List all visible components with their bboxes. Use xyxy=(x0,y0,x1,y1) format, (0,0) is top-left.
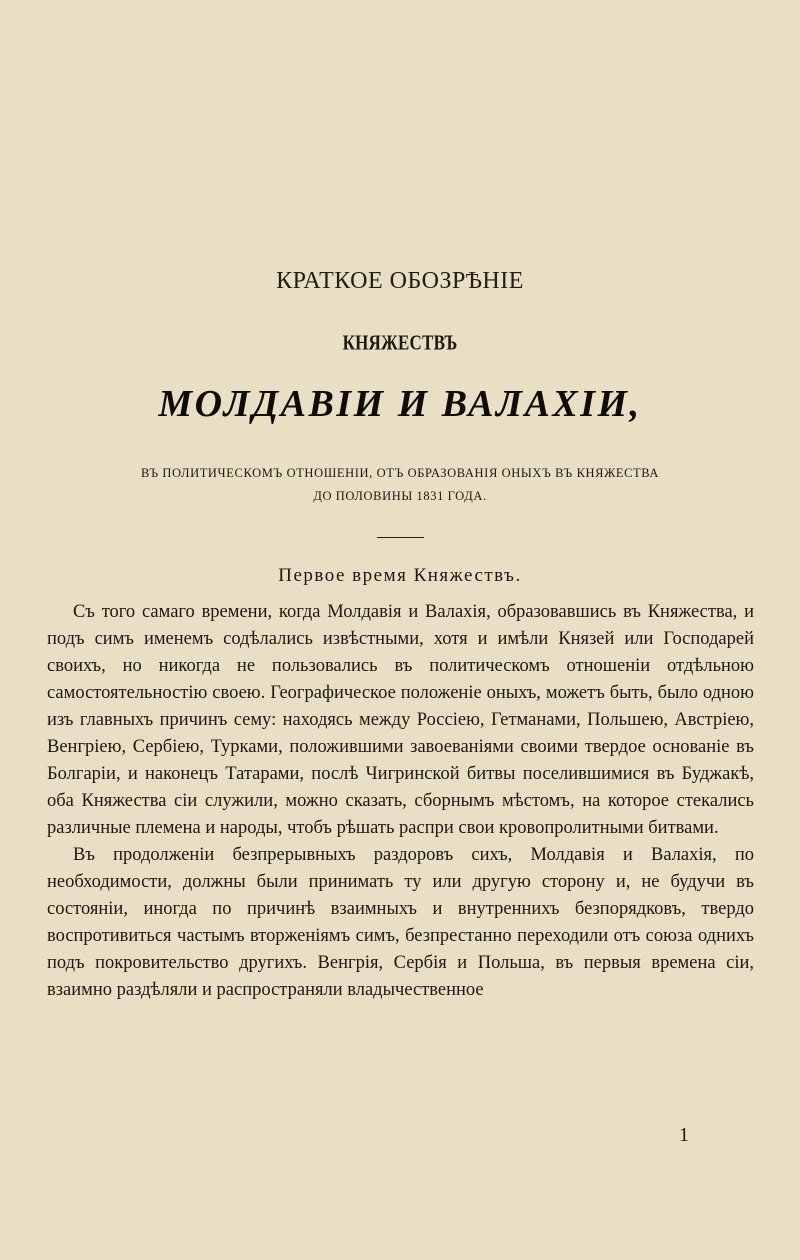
context-line-2: ДО ПОЛОВИНЫ 1831 ГОДА. xyxy=(313,489,487,503)
context-line-1: ВЪ ПОЛИТИЧЕСКОМЪ ОТНОШЕНІИ, ОТЪ ОБРАЗОВАНІЯ ОНЫХЪ ВЪ КНЯЖЕСТВА xyxy=(140,466,660,480)
paragraph-1: Съ того самаго времени, когда Молдавія и Валахія, образовавшись въ Княжества, и подъ симъ именемъ содѣлались извѣстными, хотя и имѣли Князей или Господарей своихъ, но никогда не пользовались въ политическомъ отношеніи отдѣльною самостоятельностію своею. Географическое положеніе оныхъ, можетъ быть, было одною изъ главныхъ причинъ сему: находясь между Россіею, Гетманами, Польшею, Австріею, Венгріею, Сербіею, Турками, положившими завоеваніями своими твердое основаніе въ Болгаріи, и наконецъ Татарами, послѣ Чигринской битвы поселившимися въ Буджакѣ, оба Княжества сіи служили, можно сказать, сборнымъ мѣстомъ, на которое стекались различные племена и народы, чтобъ рѣшать распри свои кровопролитными битвами. xyxy=(47,602,754,838)
document-title: КРАТКОЕ ОБОЗРѢНІЕ xyxy=(276,268,524,294)
section-heading: Первое время Княжествъ. xyxy=(278,565,522,586)
main-title: МОЛДАВІИ И ВАЛАХІИ, xyxy=(158,383,642,425)
body-text xyxy=(47,599,754,1004)
page-number: 1 xyxy=(679,1124,689,1146)
paragraph-2: Въ продолженіи безпрерывныхъ раздоровъ сихъ, Молдавія и Валахія, по необходимости, должны были принимать ту или другую сторону и, не будучи въ состояніи, иногда по причинѣ взаимныхъ и внутреннихъ безпорядковъ, твердо воспротивиться частымъ вторженіямъ симъ, безпрестанно переходили отъ союза однихъ подъ покровительство другихъ. Венгрія, Сербія и Польша, въ первыя времена сіи, взаимно раздѣляли и распространяли владычественное xyxy=(47,845,754,1000)
divider-rule xyxy=(377,537,424,538)
document-subtitle: КНЯЖЕСТВЪ xyxy=(342,330,458,355)
